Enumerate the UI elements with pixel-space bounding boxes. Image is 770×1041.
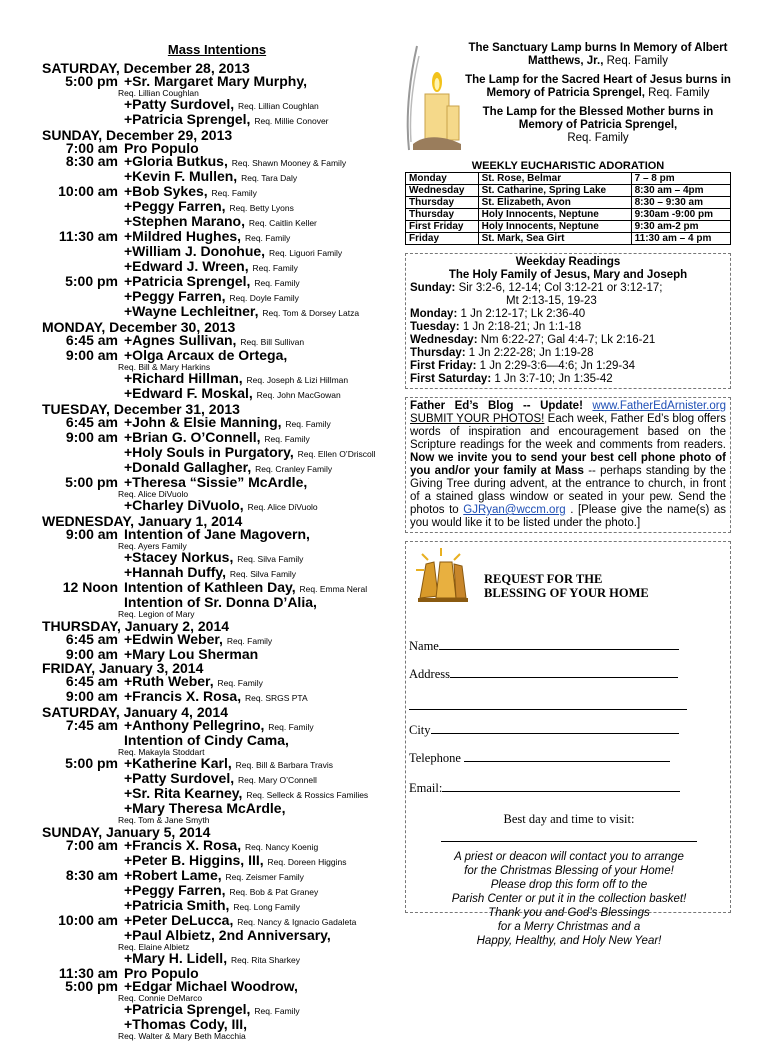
intention-name [124,387,392,402]
requester: Req. SRGS PTA [245,693,308,703]
intention-text: +Patricia Sprengel, [124,1001,251,1017]
intention-name [124,113,392,128]
reading-citations: Nm 6:22-27; Gal 4:4-7; Lk 2:16-21 [477,334,656,346]
intention-text: +Mildred Hughes, [124,228,242,244]
intention-name [124,305,392,320]
requester: Req. Zeismer Family [225,872,304,882]
mass-time [42,499,124,514]
mass-time [42,551,124,566]
requester-line: Req. Alice DiVuolo [118,489,189,499]
intention-text: +Anthony Pellegrino, [124,717,265,733]
best-time-label: Best day and time to visit: [503,812,635,826]
address-field[interactable] [409,666,687,682]
blog-text-3: . [Please give the name(s) as you would like it to be listed under the photo.] [410,504,726,529]
adoration-row [406,221,731,233]
intention-text: +Peter B. Higgins, III, [124,852,264,868]
requester: Req. Family [244,233,291,243]
intention-row [42,980,392,993]
note-line: A priest or deacon will contact you to arrange [454,851,684,863]
intention-text: Intention of Jane Magovern, [124,526,310,542]
blog-text-bold: Now we invite you to send your best cell phone photo of you and/or your family at Mass [410,452,726,477]
note-line: Please drop this form off to the [490,879,648,891]
reading-citations: 1 Jn 2:22-28; Jn 1:19-28 [465,347,594,359]
requester: Req. Bill Sullivan [240,337,305,347]
intention-text: +Theresa “Sissie” McArdle, [124,474,308,490]
requester: Req. Nancy Koenig [245,842,319,852]
mass-time: 9:00 am [65,688,118,704]
intention-name [124,499,392,514]
mass-time [42,446,124,461]
intention-text: +Hannah Duffy, [124,564,227,580]
reading-citations: 1 Jn 3:7-10; Jn 1:35-42 [491,373,613,385]
intention-text: Pro Populo [124,140,199,156]
requester-line: Req. Elaine Albietz [118,942,190,952]
sanctuary-lamp-dedication: The Sanctuary Lamp burns In Memory of Albert Matthews, Jr., [468,42,728,67]
intention-text: +Mary Theresa McArdle, [124,800,286,816]
adoration-row [406,185,731,197]
mass-time: 5:00 pm [65,755,118,771]
intention-name [124,596,392,609]
city-field[interactable] [409,722,687,738]
intention-text: +Francis X. Rosa, [124,688,242,704]
mass-time: 10:00 am [58,183,118,199]
intention-text: +Mary Lou Sherman [124,646,259,662]
note-line: Thank you and God’s Blessings [488,907,650,919]
reading-day: First Saturday: [410,373,492,385]
mass-intentions-column [42,42,392,1041]
adoration-row [406,197,731,209]
note-line: for the Christmas Blessing of your Home! [464,865,674,877]
requester: Req. Silva Family [229,569,297,579]
intention-name [124,476,392,489]
note-line: Parish Center or put it in the collection basket! [451,893,687,905]
name-label: Name [409,639,439,653]
city-label: City [409,723,431,737]
right-column [405,42,731,947]
day-heading: SUNDAY, December 29, 2013 [42,127,233,143]
intention-text: +Patty Surdovel, [124,770,235,786]
adoration-row [406,173,731,185]
requester: Req. Family [254,1006,300,1016]
mass-time [42,305,124,320]
sacred-heart-lamp-dedication: The Lamp for the Sacred Heart of Jesus burns in Memory of Patricia Sprengel, [465,74,731,99]
requester: Req. Emma Neral [299,584,368,594]
requester: Req. Mary O’Connell [237,775,317,785]
mass-intentions-list [42,61,392,1041]
intention-text: +Patricia Sprengel, [124,273,251,289]
intention-row [42,499,392,514]
intention-text: +Sr. Margaret Mary Murphy, [124,73,307,89]
intention-text: +Katherine Karl, [124,755,232,771]
mass-time: 5:00 pm [65,474,118,490]
requester-line: Req. Ayers Family [118,541,187,551]
reading-line [410,360,726,373]
adoration-time: 9:30 am-2 pm [631,221,730,233]
intention-row [42,929,392,942]
intention-text: +Holy Souls in Purgatory, [124,444,294,460]
requester-line: Req. Walter & Mary Beth Macchia [118,1031,246,1041]
reading-citations: 1 Jn 2:18-21; Jn 1:1-18 [459,321,582,333]
day-heading: FRIDAY, January 3, 2014 [42,660,204,676]
intention-text: +Paul Albietz, 2nd Anniversary, [124,927,331,943]
form-title-line1: REQUEST FOR THE [484,572,603,586]
best-time-field[interactable] [406,830,732,846]
lamp-text [465,42,731,151]
intention-row [42,690,392,705]
requester: Req. Bill & Barbara Travis [235,760,333,770]
requester: Req. Liguori Family [268,248,343,258]
reading-line [410,308,726,321]
blog-text-2: -- perhaps standing by the Giving Tree during advent, at the entrance to church, in front of a stained glass window or seated in your pew. Send the photos to [410,465,726,516]
adoration-church: Holy Innocents, Neptune [478,221,631,233]
reading-day: Monday: [410,308,458,320]
mass-time [42,596,124,609]
requester: Req. Doreen Higgins [267,857,347,867]
mass-time: 12 Noon [62,579,118,595]
blessed-mother-lamp [465,106,731,145]
mass-time: 9:00 am [65,429,118,445]
intention-row [42,596,392,609]
blog-box [405,397,731,533]
mass-time: 7:45 am [65,717,118,733]
day-heading: MONDAY, December 30, 2013 [42,319,236,335]
mass-time [42,772,124,787]
day-heading: SUNDAY, January 5, 2014 [42,824,211,840]
mass-time [42,787,124,802]
requester: Req. Family [264,434,310,444]
intention-row [42,1018,392,1031]
blog-text-1: Each week, Father Ed’s blog offers words of inspiration and encouragement based on the Scripture readings for the week and comments from readers. [410,413,726,451]
mass-time: 6:45 am [65,673,118,689]
intention-name [124,929,392,942]
mass-time: 6:45 am [65,414,118,430]
mass-time: 6:45 am [65,332,118,348]
intention-text: +William J. Donohue, [124,243,266,259]
intention-text: +Stacey Norkus, [124,549,234,565]
blog-title: Father Ed’s Blog -- Update! [410,400,583,412]
adoration-day: Thursday [406,209,479,221]
intention-row [42,528,392,541]
adoration-day: Wednesday [406,185,479,197]
requester: Req. Silva Family [237,554,304,564]
mass-time: 9:00 am [65,347,118,363]
intention-text: Intention of Cindy Cama, [124,732,289,748]
requester-line: Req. Lillian Coughlan [118,88,199,98]
sanctuary-lamp [465,42,731,68]
intention-row [42,476,392,489]
intention-text: +Peggy Farren, [124,198,226,214]
reading-citations: 1 Jn 2:12-17; Lk 2:36-40 [457,308,586,320]
candle-icon [405,42,463,154]
telephone-field[interactable] [409,750,687,766]
mass-time [42,245,124,260]
requester: Req. Betty Lyons [229,203,294,213]
mass-time: 11:30 am [58,228,118,244]
intention-text: +Kevin F. Mullen, [124,168,238,184]
intention-text: +Charley DiVuolo, [124,497,244,513]
sacred-heart-lamp-req: Req. Family [648,87,710,99]
intention-text: +Thomas Cody, III, [124,1016,248,1032]
reading-day: Tuesday: [410,321,460,333]
reading-line [410,373,726,386]
adoration-time: 8:30 – 9:30 am [631,197,730,209]
intention-text: +Gloria Butkus, [124,153,228,169]
intention-text: +Stephen Marano, [124,213,245,229]
reading-day: Sunday: [410,282,456,294]
adoration-church: St. Mark, Sea Girt [478,233,631,245]
intention-text: +Bob Sykes, [124,183,208,199]
intention-name [124,690,392,705]
intention-row [42,349,392,362]
requester: Req. Family [268,722,314,732]
intention-text: +Patricia Sprengel, [124,111,251,127]
intention-text: +Edwin Weber, [124,631,223,647]
adoration-day: Friday [406,233,479,245]
mass-time [42,113,124,128]
name-field[interactable] [409,638,687,654]
mass-time [42,884,124,899]
lamp-section [405,42,731,154]
mass-time [42,387,124,402]
email-link[interactable]: GJRyan@wccm.org [463,504,566,516]
intention-name [124,349,392,362]
intention-text: Intention of Kathleen Day, [124,579,296,595]
requester: Req. Family [254,278,300,288]
mass-time: 10:00 am [58,912,118,928]
requester: Req. Rita Sharkey [230,955,300,965]
intention-text: +Wayne Lechleitner, [124,303,259,319]
requester-line: Req. Connie DeMarco [118,993,203,1003]
form-title [484,572,649,600]
requester: Req. John MacGowan [256,390,341,400]
readings-subtitle: The Holy Family of Jesus, Mary and Joseph [448,269,688,281]
intention-row [42,802,392,815]
adoration-time: 11:30 am – 4 pm [631,233,730,245]
reading-line [410,282,726,295]
intention-row [42,75,392,88]
mass-time [42,929,124,942]
requester: Req. Lillian Coughlan [237,101,319,111]
intention-text: Pro Populo [124,965,199,981]
reading-citations: Mt 2:13-15, 19-23 [506,295,597,307]
address-line-2[interactable] [409,698,687,714]
intention-name [124,980,392,993]
reading-day: Thursday: [410,347,466,359]
intention-text: +Agnes Sullivan, [124,332,237,348]
mass-time [42,98,124,113]
telephone-label: Telephone [409,751,461,765]
requester-line: Req. Bill & Mary Harkins [118,362,211,372]
mass-time [42,372,124,387]
mass-time [42,1018,124,1031]
intention-text: +Mary H. Lidell, [124,950,228,966]
requester: Req. Shawn Mooney & Family [231,158,347,168]
submit-photos: SUBMIT YOUR PHOTOS! [410,413,545,425]
adoration-title: WEEKLY EUCHARISTIC ADORATION [471,160,665,172]
email-label: Email: [409,781,443,795]
requester: Req. Bob & Pat Graney [229,887,319,897]
day-heading: TUESDAY, December 31, 2013 [42,401,240,417]
intention-text: +Edgar Michael Woodrow, [124,978,298,994]
adoration-time: 7 – 8 pm [631,173,730,185]
adoration-row [406,209,731,221]
intention-text: +Peggy Farren, [124,288,226,304]
reading-line [410,295,726,308]
intention-text: +Patty Surdovel, [124,96,235,112]
mass-time: 6:45 am [65,631,118,647]
requester-line: Req. Tom & Jane Smyth [118,815,210,825]
intention-text: Intention of Sr. Donna D’Alia, [124,594,317,610]
intention-row [42,734,392,747]
intention-text: +Sr. Rita Kearney, [124,785,243,801]
blessed-mother-lamp-req: Req. Family [567,132,629,144]
blessed-mother-lamp-dedication: The Lamp for the Blessed Mother burns in Memory of Patricia Sprengel, [482,106,714,131]
intention-text: +Robert Lame, [124,867,222,883]
blessing-note [406,850,732,948]
requester-line: Req. Makayla Stoddart [118,747,205,757]
mass-time: 9:00 am [65,526,118,542]
intention-text: +Peter DeLucca, [124,912,234,928]
intention-text: +Brian G. O’Connell, [124,429,261,445]
requester: Req. Tom & Dorsey Latza [262,308,360,318]
adoration-time: 9:30am -9:00 pm [631,209,730,221]
adoration-row [406,233,731,245]
intention-name [124,802,392,815]
home-blessing-form [405,541,731,947]
reading-day: First Friday: [410,360,477,372]
readings-title: Weekday Readings [515,256,621,268]
adoration-time: 8:30 am – 4pm [631,185,730,197]
adoration-day: Thursday [406,197,479,209]
adoration-table [405,172,731,245]
requester: Req. Family [217,678,263,688]
reading-citations: 1 Jn 2:29-3:6—4:6; Jn 1:29-34 [476,360,636,372]
intention-text: +Edward F. Moskal, [124,385,253,401]
mass-time: 5:00 pm [65,273,118,289]
intention-text: +Richard Hillman, [124,370,243,386]
intention-name [124,734,392,747]
requester: Req. Joseph & Lizi Hillman [246,375,349,385]
blog-link[interactable]: www.FatherEdArnister.org [592,400,726,412]
requester: Req. Doyle Family [229,293,299,303]
adoration-church: Holy Innocents, Neptune [478,209,631,221]
adoration-church: St. Rose, Belmar [478,173,631,185]
mass-time: 7:00 am [65,140,118,156]
mass-time [42,290,124,305]
requester: Req. Family [226,636,273,646]
adoration-church: St. Elizabeth, Avon [478,197,631,209]
mass-time: 5:00 pm [65,73,118,89]
reading-line [410,334,726,347]
intention-text: +Francis X. Rosa, [124,837,242,853]
requester: Req. Family [285,419,331,429]
requester: Req. Ellen O’Driscoll [297,449,376,459]
intention-row [42,113,392,128]
form-title-line2: BLESSING OF YOUR HOME [484,586,649,600]
requester: Req. Millie Conover [254,116,329,126]
mass-time [42,1003,124,1018]
mass-time: 9:00 am [65,646,118,662]
intention-row [42,305,392,320]
requester: Req. Tara Daly [241,173,298,183]
mass-time: 11:30 am [58,965,118,981]
mass-intentions-title: Mass Intentions [167,42,267,57]
requester: Req. Nancy & Ignacio Gadaleta [237,917,357,927]
email-field[interactable] [409,780,687,796]
day-heading: SATURDAY, January 4, 2014 [42,704,228,720]
intention-text: +Edward J. Wreen, [124,258,249,274]
reading-day: Wednesday: [410,334,478,346]
intention-text: +Patricia Smith, [124,897,230,913]
sanctuary-lamp-req: Req. Family [606,55,668,67]
note-line: for a Merry Christmas and a [497,921,641,933]
address-label: Address [409,667,450,681]
mass-time: 7:00 am [65,837,118,853]
reading-citations: Sir 3:2-6, 12-14; Col 3:12-21 or 3:12-17; [455,282,663,294]
adoration-day: First Friday [406,221,479,233]
mass-time [42,802,124,815]
adoration-day: Monday [406,173,479,185]
mass-time: 5:00 pm [65,978,118,994]
intention-text: +Donald Gallagher, [124,459,252,475]
requester: Req. Family [211,188,257,198]
requester: Req. Family [252,263,298,273]
mass-time [42,734,124,747]
requester: Req. Caitlin Keller [248,218,317,228]
intention-text: +John & Elsie Manning, [124,414,282,430]
weekday-readings-box [405,253,731,389]
mass-time: 8:30 am [65,153,118,169]
requester-line: Req. Legion of Mary [118,609,195,619]
intention-row [42,387,392,402]
sacred-heart-lamp [465,74,731,100]
note-line: Happy, Healthy, and Holy New Year! [476,935,662,947]
adoration-church: St. Catharine, Spring Lake [478,185,631,197]
bells-icon [412,546,470,604]
reading-line [410,347,726,360]
day-heading: SATURDAY, December 28, 2013 [42,60,250,76]
requester: Req. Long Family [233,902,300,912]
readings-list [410,282,726,386]
requester: Req. Alice DiVuolo [247,502,318,512]
mass-time [42,200,124,215]
intention-text: +Peggy Farren, [124,882,226,898]
intention-name [124,1018,392,1031]
day-heading: WEDNESDAY, January 1, 2014 [42,513,243,529]
intention-name [124,75,392,88]
intention-text: +Ruth Weber, [124,673,214,689]
day-heading: THURSDAY, January 2, 2014 [42,618,230,634]
mass-time: 8:30 am [65,867,118,883]
requester: Req. Cranley Family [255,464,333,474]
intention-text: +Olga Arcaux de Ortega, [124,347,288,363]
intention-name [124,528,392,541]
reading-line [410,321,726,334]
requester: Req. Selleck & Rossics Families [246,790,369,800]
